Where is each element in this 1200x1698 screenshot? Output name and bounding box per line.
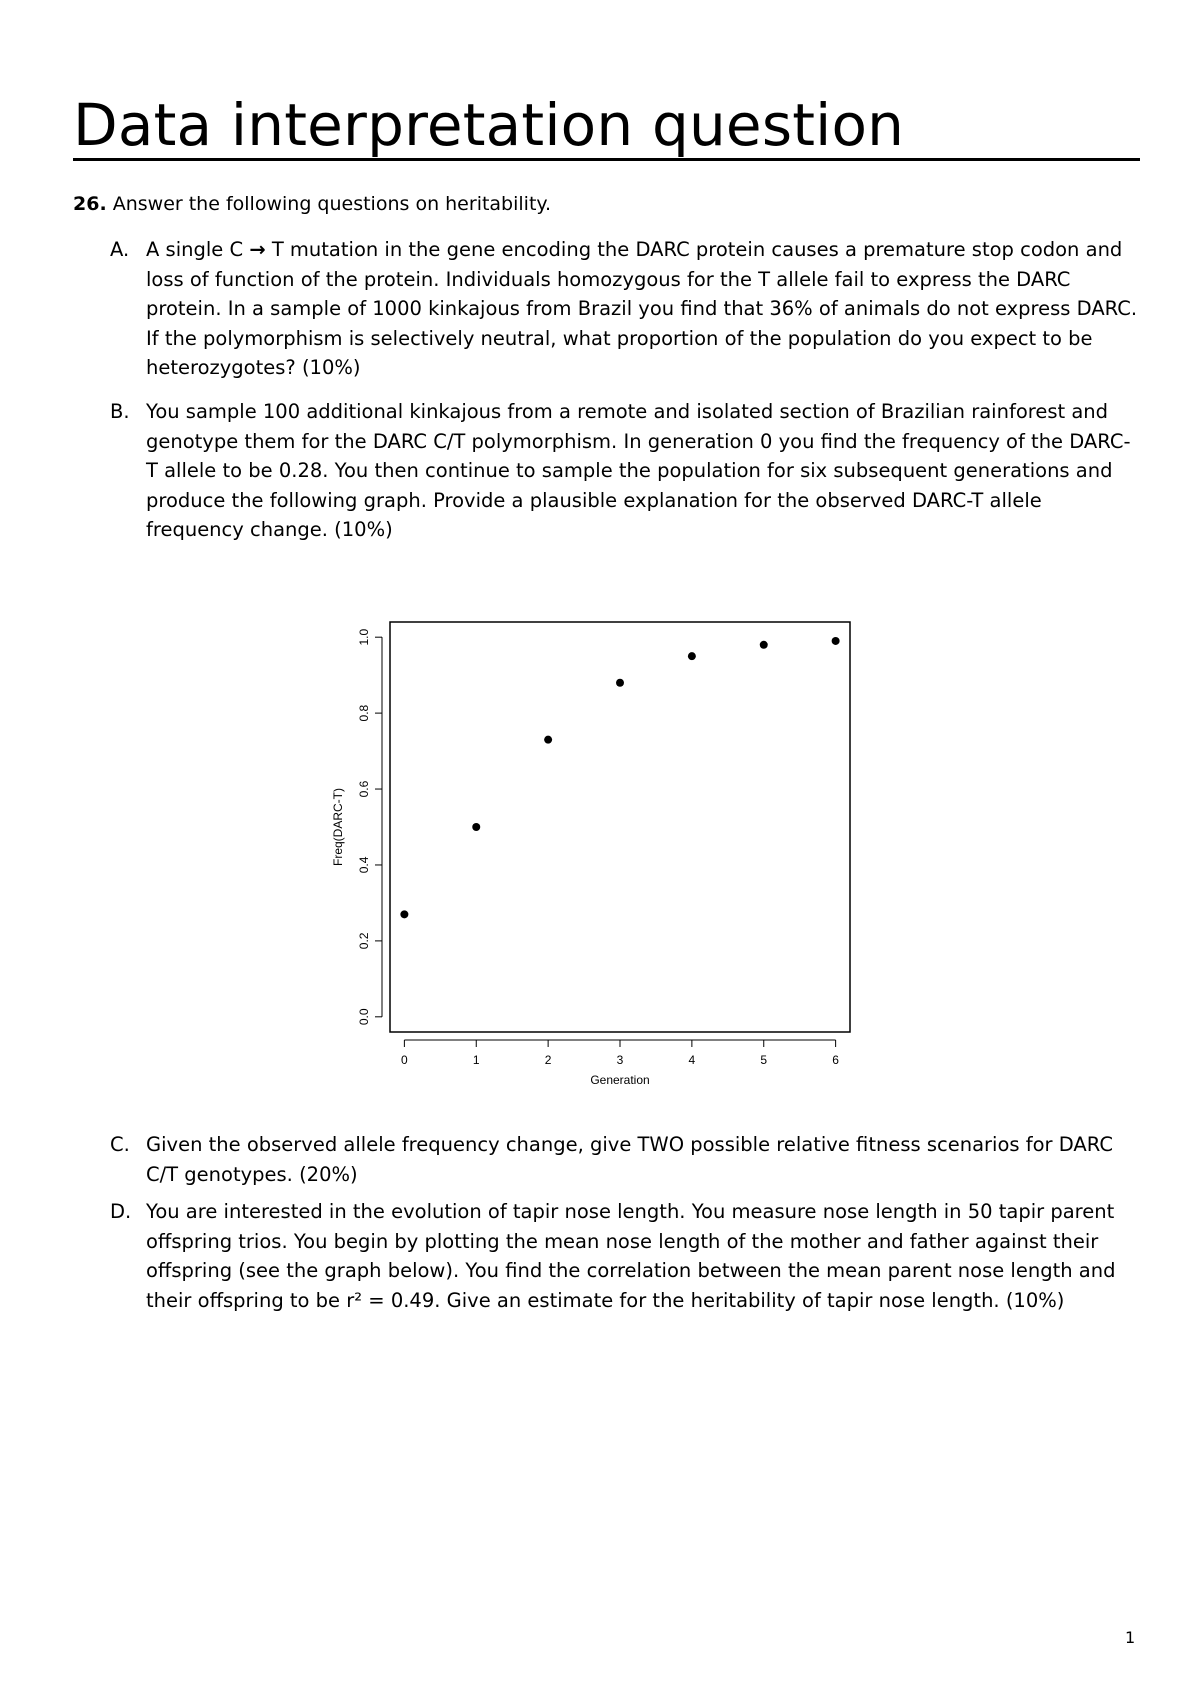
- question-d: [110, 1197, 1140, 1315]
- y-tick-label: 0.0: [357, 1008, 371, 1026]
- data-point: [616, 679, 624, 687]
- question-letter: D.: [110, 1200, 132, 1223]
- x-tick-label: 6: [832, 1053, 839, 1067]
- y-tick-label: 0.4: [357, 856, 371, 874]
- y-axis-label: Freq(DARC-T): [331, 788, 345, 866]
- x-tick-label: 0: [401, 1053, 408, 1067]
- right-arrow-icon: →: [249, 238, 266, 261]
- question-a-text-start: A single C: [146, 238, 250, 261]
- question-intro-text: Answer the following questions on heritability.: [112, 193, 551, 215]
- x-axis-label: Generation: [590, 1073, 650, 1087]
- question-b: [110, 397, 1140, 545]
- allele-frequency-chart: [320, 610, 860, 1100]
- question-c: [110, 1130, 1140, 1189]
- page-number: 1: [1125, 1628, 1136, 1647]
- question-a-text-rest: T mutation in the gene encoding the DARC protein causes a premature stop codon and loss of function of the protein. Individuals homozygous for the T allele fail to express the DARC protein. In a sample of 1000 kinkajous from Brazil you find that 36% of animals do not express DARC. If the polymorphism is selectively neutral, what proportion of the population do you expect to be heterozygotes? (10%): [146, 238, 1138, 379]
- page-title: Data interpretation question: [73, 92, 1140, 161]
- x-tick-label: 2: [544, 1053, 552, 1067]
- y-tick-label: 0.8: [357, 704, 371, 722]
- question-intro: [73, 190, 551, 218]
- question-letter: C.: [110, 1133, 130, 1156]
- data-points: [400, 637, 839, 918]
- y-tick-label: 0.6: [357, 780, 371, 798]
- data-point: [688, 652, 696, 660]
- data-point: [832, 637, 840, 645]
- question-b-text: You sample 100 additional kinkajous from a remote and isolated section of Brazilian rainforest and genotype them for the DARC C/T polymorphism. In generation 0 you find the frequency of the DARC-T allele to be 0.28. You then continue to sample the population for six subsequent generations and produce the following graph. Provide a plausible explanation for the observed DARC-T allele frequency change. (10%): [146, 400, 1131, 541]
- data-point: [544, 736, 552, 744]
- question-a: [110, 235, 1140, 383]
- scatter-plot: [320, 610, 860, 1100]
- x-tick-label: 5: [760, 1053, 768, 1067]
- y-tick-label: 1.0: [357, 628, 371, 646]
- question-letter: A.: [110, 238, 130, 261]
- x-tick-label: 1: [472, 1053, 480, 1067]
- y-tick-label: 0.2: [357, 932, 371, 950]
- question-letter: B.: [110, 400, 130, 423]
- data-point: [760, 641, 768, 649]
- x-tick-label: 3: [616, 1053, 624, 1067]
- x-tick-label: 4: [688, 1053, 696, 1067]
- question-a-text: [146, 235, 1140, 383]
- question-c-text: Given the observed allele frequency change, give TWO possible relative fitness scenarios for DARC C/T genotypes. (20%): [146, 1133, 1113, 1186]
- question-number: 26.: [73, 193, 107, 215]
- y-axis: [357, 629, 382, 1026]
- data-point: [472, 823, 480, 831]
- question-d-text: You are interested in the evolution of tapir nose length. You measure nose length in 50 tapir parent offspring trios. You begin by plotting the mean nose length of the mother and father against their offspring (see the graph below). You find the correlation between the mean parent nose length and their offspring to be r² = 0.49. Give an estimate for the heritability of tapir nose length. (10%): [146, 1200, 1116, 1312]
- x-axis: [401, 1040, 839, 1067]
- data-point: [400, 910, 408, 918]
